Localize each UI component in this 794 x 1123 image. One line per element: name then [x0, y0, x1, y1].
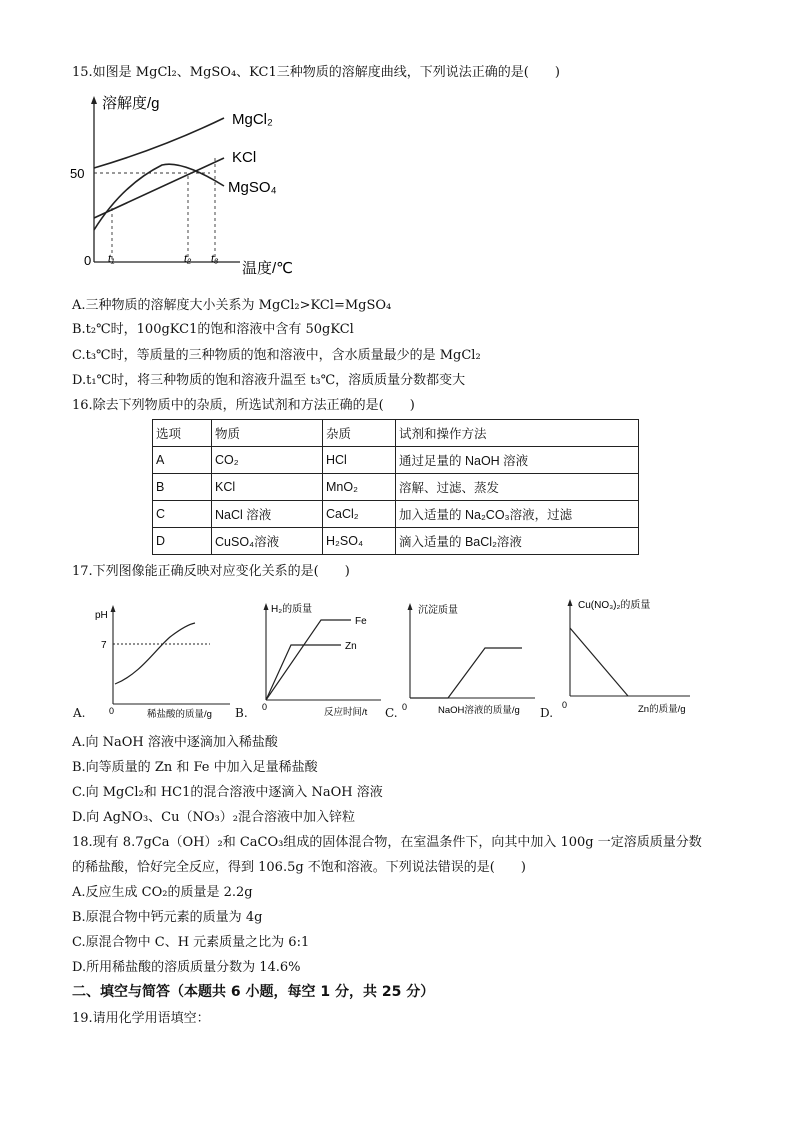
- x-axis-label: NaOH溶液的质量/g: [438, 705, 520, 716]
- graph-b: [256, 600, 386, 720]
- table-cell: B: [153, 474, 212, 501]
- x-axis-label: Zn的质量/g: [638, 704, 686, 715]
- header-cell: 选项: [153, 420, 212, 447]
- table-cell: CO₂: [212, 447, 323, 474]
- precipitate-line: [410, 648, 522, 698]
- q17-option-a: A.向 NaOH 溶液中逐滴加入稀盐酸: [72, 735, 278, 750]
- graph-c-letter: C.: [385, 706, 398, 720]
- graph-a-letter: A.: [73, 706, 86, 720]
- q18-option-d: D.所用稀盐酸的溶质质量分数为 14.6%: [72, 960, 301, 975]
- graph-a: [85, 602, 235, 722]
- q18-stem-line1: 18.现有 8.7gCa（OH）₂和 CaCO₃组成的固体混合物，在室温条件下，向其中加入 100g 一定溶质质量分数: [72, 835, 702, 850]
- fe-line: [266, 620, 351, 700]
- graph-d: [560, 596, 700, 716]
- table-row: [153, 528, 639, 555]
- zn-line: [266, 645, 341, 700]
- table-header-row: [153, 420, 639, 447]
- y50-label: 50: [70, 166, 85, 181]
- mgso4-curve: [94, 164, 224, 230]
- q18-option-a: A.反应生成 CO₂的质量是 2.2g: [72, 885, 253, 900]
- graph-d-letter: D.: [540, 706, 554, 720]
- q17-option-c: C.向 MgCl₂和 HC1的混合溶液中逐滴入 NaOH 溶液: [72, 785, 383, 800]
- zn-label: Zn: [345, 641, 357, 652]
- q18-stem-line2: 的稀盐酸，恰好完全反应，得到 106.5g 不饱和溶液。下列说法错误的是( ): [72, 860, 526, 875]
- x-axis-label: 反应时间/t: [324, 707, 368, 718]
- origin-label: 0: [109, 706, 115, 716]
- origin-label: 0: [562, 700, 568, 710]
- q15-option-a: A.三种物质的溶解度大小关系为 MgCl₂>KCl=MgSO₄: [72, 298, 392, 313]
- mgso4-label: MgSO₄: [228, 179, 277, 196]
- section-heading: 二、填空与简答（本题共 6 小题，每空 1 分，共 25 分）: [72, 984, 435, 1000]
- table-cell: KCl: [212, 474, 323, 501]
- q18-option-c: C.原混合物中 C、H 元素质量之比为 6:1: [72, 935, 310, 950]
- x-axis-label: 稀盐酸的质量/g: [147, 709, 212, 720]
- seven-label: 7: [101, 640, 107, 651]
- table-cell: 加入适量的 Na₂CO₃溶液，过滤: [396, 501, 639, 528]
- q17-stem: 17.下列图像能正确反映对应变化关系的是( ): [72, 564, 350, 579]
- table-row: [153, 474, 639, 501]
- q16-stem: 16.除去下列物质中的杂质，所选试剂和方法正确的是( ): [72, 398, 415, 413]
- table-row: [153, 447, 639, 474]
- q15-stem: 15.如图是 MgCl₂、MgSO₄、KC1三种物质的溶解度曲线，下列说法正确的是( ): [72, 65, 560, 80]
- origin-label: 0: [262, 702, 268, 712]
- cuno3-line: [570, 628, 628, 696]
- table-cell: NaCl 溶液: [212, 501, 323, 528]
- q15-option-c: C.t₃℃时，等质量的三种物质的饱和溶液中，含水质量最少的是 MgCl₂: [72, 348, 481, 363]
- x-axis-label: 温度/℃: [242, 260, 294, 277]
- q17-option-d: D.向 AgNO₃、Cu（NO₃）₂混合溶液中加入锌粒: [72, 810, 355, 825]
- q18-option-b: B.原混合物中钙元素的质量为 4g: [72, 910, 263, 925]
- t1-label: t₁: [108, 253, 115, 265]
- t3-label: t₃: [211, 253, 219, 265]
- table-cell: 通过足量的 NaOH 溶液: [396, 447, 639, 474]
- q17-option-b: B.向等质量的 Zn 和 Fe 中加入足量稀盐酸: [72, 760, 318, 775]
- table-cell: CuSO₄溶液: [212, 528, 323, 555]
- solubility-graph: [70, 90, 322, 280]
- table-cell: D: [153, 528, 212, 555]
- mgcl2-curve: [94, 118, 224, 168]
- mgcl2-label: MgCl₂: [232, 111, 273, 128]
- origin-label: 0: [84, 253, 92, 268]
- header-cell: 杂质: [323, 420, 396, 447]
- origin-label: 0: [402, 702, 408, 712]
- table-cell: C: [153, 501, 212, 528]
- q19-stem: 19.请用化学用语填空：: [72, 1011, 210, 1026]
- table-cell: CaCl₂: [323, 501, 396, 528]
- table-cell: HCl: [323, 447, 396, 474]
- table-cell: 滴入适量的 BaCl₂溶液: [396, 528, 639, 555]
- cuno3-axis-label: Cu(NO₃)₂的质量: [578, 600, 651, 611]
- h2-axis-label: H₂的质量: [271, 604, 313, 615]
- table-cell: 溶解、过滤、蒸发: [396, 474, 639, 501]
- table-cell: A: [153, 447, 212, 474]
- kcl-label: KCl: [232, 149, 257, 166]
- ph-curve: [115, 623, 195, 684]
- t2-label: t₂: [184, 253, 192, 265]
- table-cell: MnO₂: [323, 474, 396, 501]
- header-cell: 试剂和操作方法: [396, 420, 639, 447]
- y-axis-label: 溶解度/g: [102, 95, 160, 112]
- graph-b-letter: B.: [235, 706, 248, 720]
- table-row: [153, 501, 639, 528]
- q15-option-d: D.t₁℃时，将三种物质的饱和溶液升温至 t₃℃，溶质质量分数都变大: [72, 373, 466, 388]
- ph-axis-label: pH: [95, 610, 108, 621]
- precipitate-axis-label: 沉淀质量: [418, 605, 458, 616]
- fe-label: Fe: [355, 616, 367, 627]
- graph-c: [400, 600, 540, 720]
- table-cell: H₂SO₄: [323, 528, 396, 555]
- impurity-table: [152, 419, 639, 555]
- header-cell: 物质: [212, 420, 323, 447]
- q15-option-b: B.t₂℃时，100gKC1的饱和溶液中含有 50gKCl: [72, 322, 354, 337]
